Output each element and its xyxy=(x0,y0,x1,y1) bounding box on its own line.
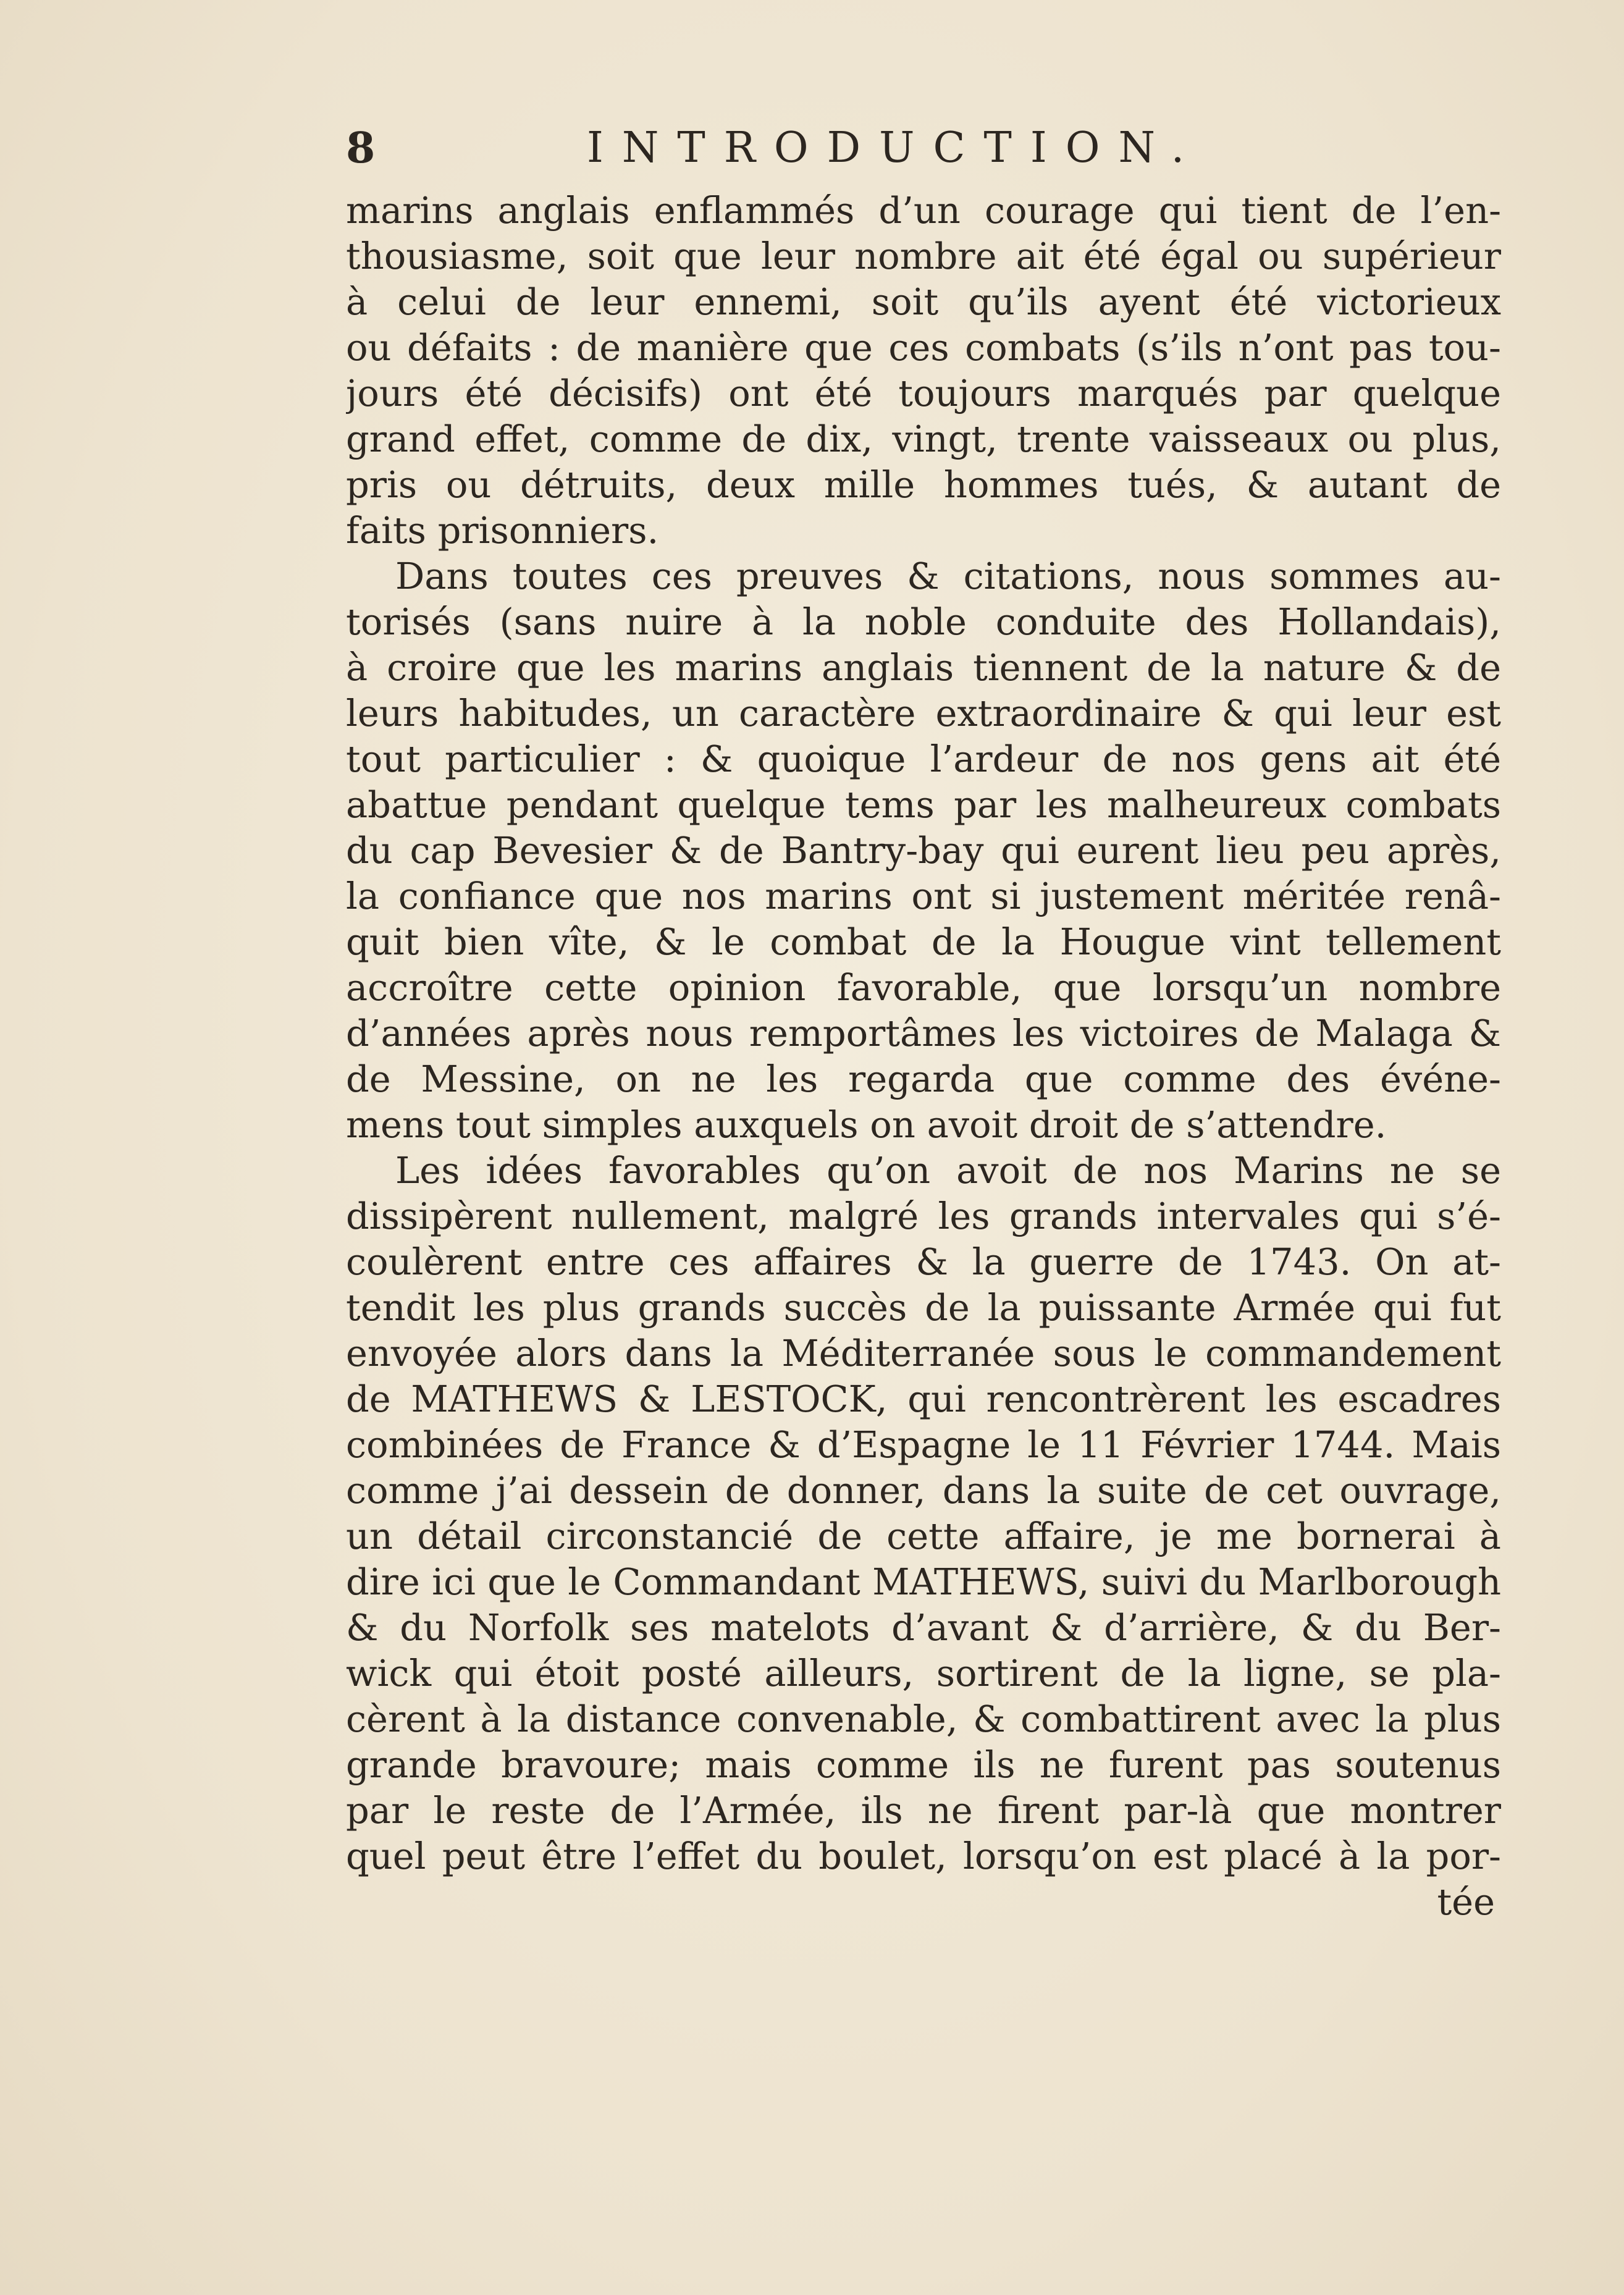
text-line: jours été décisifs) ont été toujours marqués par quelque xyxy=(346,372,1501,415)
text-line: de Messine, on ne les regarda que comme des événe- xyxy=(346,1058,1501,1100)
text-line: grande bravoure; mais comme ils ne furent pas soutenus xyxy=(346,1743,1501,1786)
text-line: thousiasme, soit que leur nombre ait été égal ou supérieur xyxy=(346,235,1501,277)
catchword: tée xyxy=(1437,1880,1495,1923)
text-line: la confiance que nos marins ont si justement méritée renâ- xyxy=(346,875,1501,917)
text-line: leurs habitudes, un caractère extraordinaire & qui leur est xyxy=(346,692,1501,735)
text-line: Les idées favorables qu’on avoit de nos Marins ne se xyxy=(395,1149,1501,1192)
text-line: & du Norfolk ses matelots d’avant & d’arrière, & du Ber- xyxy=(346,1606,1501,1649)
text-line: cèrent à la distance convenable, & combattirent avec la plus xyxy=(346,1698,1501,1740)
text-line: un détail circonstancié de cette affaire, je me bornerai à xyxy=(346,1515,1501,1557)
text-line: quel peut être l’effet du boulet, lorsqu’on est placé à la por- xyxy=(346,1835,1501,1877)
text-line: coulèrent entre ces affaires & la guerre de 1743. On at- xyxy=(346,1240,1501,1283)
running-title: INTRODUCTION. xyxy=(587,124,1203,172)
text-line: accroître cette opinion favorable, que lorsqu’un nombre xyxy=(346,966,1501,1009)
text-line: par le reste de l’Armée, ils ne firent par-là que montrer xyxy=(346,1789,1501,1832)
page-header xyxy=(346,124,1501,179)
text-line: d’années après nous remportâmes les victoires de Malaga & xyxy=(346,1012,1501,1055)
text-line: grand effet, comme de dix, vingt, trente vaisseaux ou plus, xyxy=(346,418,1501,460)
text-block xyxy=(346,124,1501,1925)
text-line: envoyée alors dans la Méditerranée sous le commandement xyxy=(346,1332,1501,1375)
text-line: dire ici que le Commandant MATHEWS, suivi du Marlborough xyxy=(346,1560,1501,1603)
text-line: à croire que les marins anglais tiennent de la nature & de xyxy=(346,646,1501,689)
text-line: pris ou détruits, deux mille hommes tués, & autant de xyxy=(346,463,1501,506)
text-line: Dans toutes ces preuves & citations, nous sommes au- xyxy=(395,555,1501,597)
text-line: ou défaits : de manière que ces combats (s’ils n’ont pas tou- xyxy=(346,326,1501,369)
text-line: du cap Bevesier & de Bantry-bay qui eurent lieu peu après, xyxy=(346,829,1501,872)
text-line: dissipèrent nullement, malgré les grands intervales qui s’é- xyxy=(346,1195,1501,1237)
text-line: comme j’ai dessein de donner, dans la suite de cet ouvrage, xyxy=(346,1469,1501,1512)
text-line: abattue pendant quelque tems par les malheureux combats xyxy=(346,783,1501,826)
text-line: wick qui étoit posté ailleurs, sortirent de la ligne, se pla- xyxy=(346,1652,1501,1695)
text-line: faits prisonniers. xyxy=(346,509,659,552)
text-line: tout particulier : & quoique l’ardeur de nos gens ait été xyxy=(346,738,1501,780)
text-line: de MATHEWS & LESTOCK, qui rencontrèrent les escadres xyxy=(346,1378,1501,1420)
text-line: à celui de leur ennemi, soit qu’ils ayent été victorieux xyxy=(346,280,1501,323)
text-line: marins anglais enflammés d’un courage qui tient de l’en- xyxy=(346,189,1501,232)
text-line: combinées de France & d’Espagne le 11 Février 1744. Mais xyxy=(346,1423,1501,1466)
text-line: mens tout simples auxquels on avoit droit de s’attendre. xyxy=(346,1103,1387,1146)
text-line: torisés (sans nuire à la noble conduite des Hollandais), xyxy=(346,600,1501,643)
text-line: tendit les plus grands succès de la puissante Armée qui fut xyxy=(346,1286,1501,1329)
text-line: quit bien vîte, & le combat de la Hougue vint tellement xyxy=(346,920,1501,963)
page-number: 8 xyxy=(346,124,376,173)
